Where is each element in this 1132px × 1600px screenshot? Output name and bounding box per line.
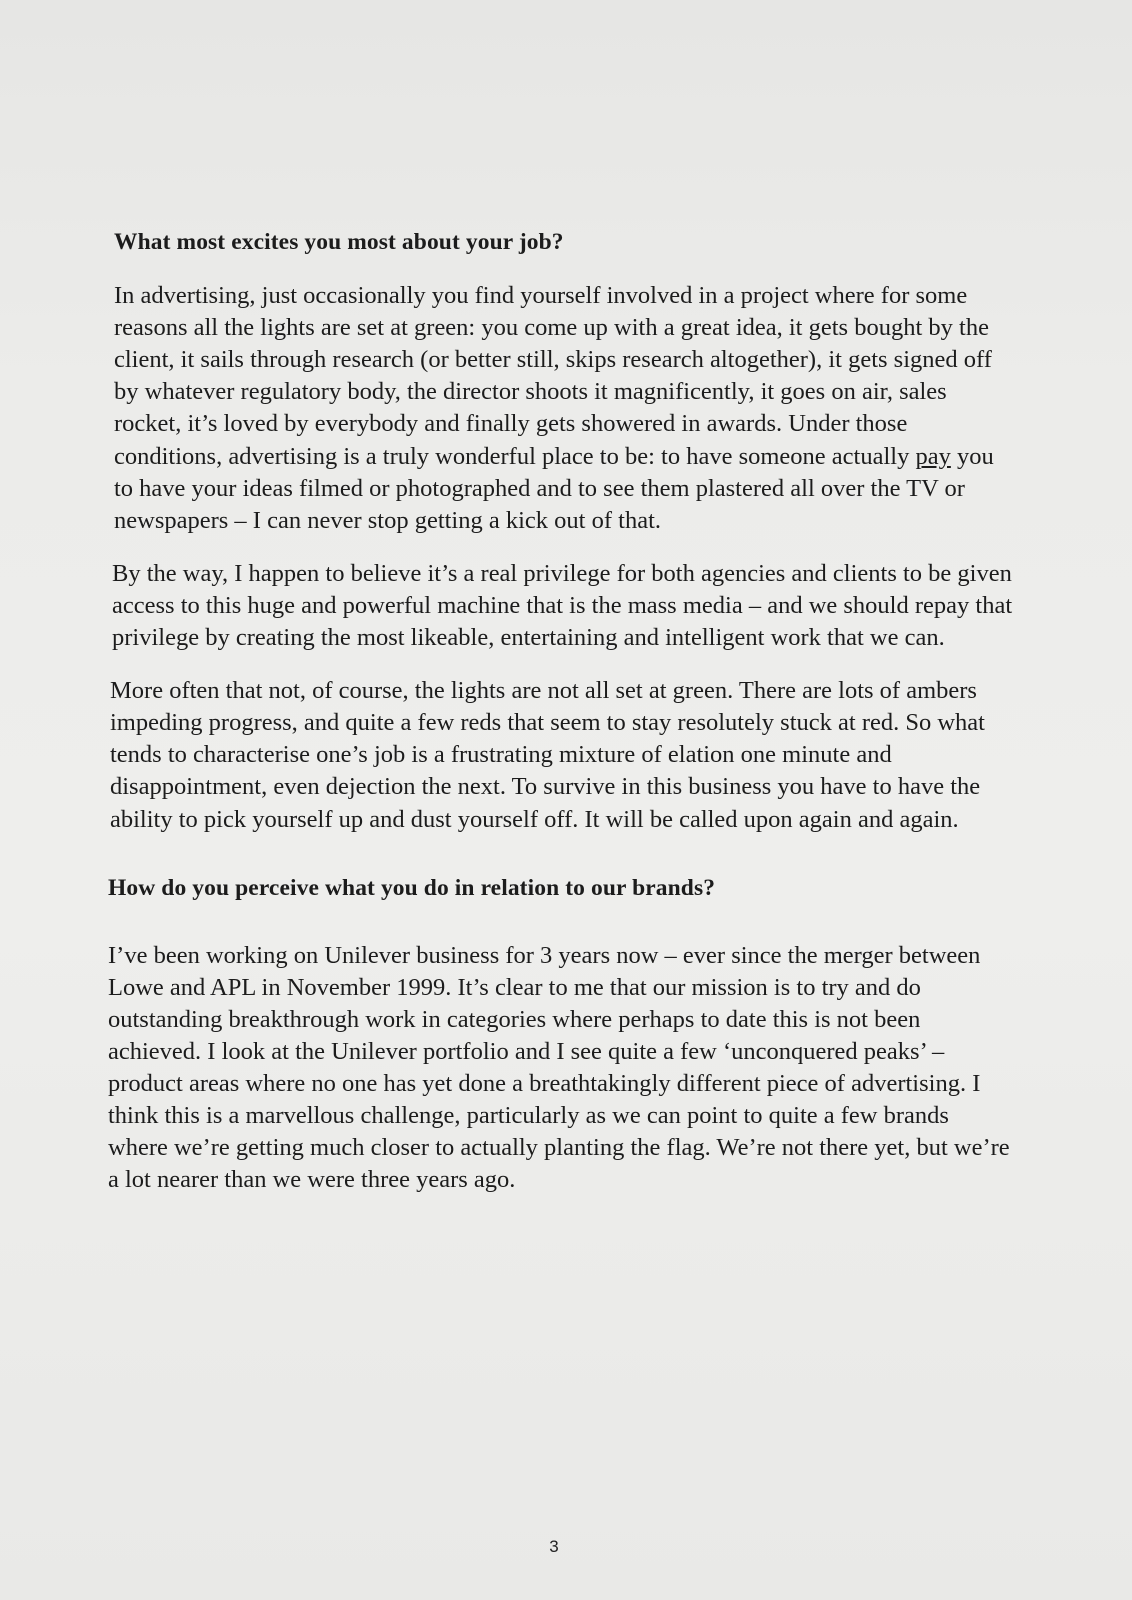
paragraph-text-after: you to have your ideas filmed or photographed and to see them plastered all over the TV or newspapers – I can never stop getting a kick out of that. bbox=[114, 442, 994, 534]
paragraph-text-before: In advertising, just occasionally you find yourself involved in a project where for some reasons all the lights are set at green: you come up with a great idea, it gets bought by the client, it sails through research (or better still, skips research altogether), it gets signed off by whatever regulatory body, the director shoots it magnificently, it goes on air, sales rocket, it’s loved by everybody and finally gets showered in awards. Under those conditions, advertising is a truly wonderful place to be: to have someone actually bbox=[114, 282, 992, 470]
question-heading-2: How do you perceive what you do in relation to our brands? bbox=[108, 874, 716, 901]
underlined-word: pay bbox=[915, 442, 951, 470]
answer-1-paragraph-3: More often that not, of course, the lights are not all set at green. There are lots of ambers impeding progress, and quite a few reds that seem to stay resolutely stuck at red. So what tends to characterise one’s job is a frustrating mixture of elation one minute and disappointment, even dejection the next. To survive in this business you have to have the ability to pick yourself up and dust yourself off. It will be called upon again and again. bbox=[110, 677, 985, 833]
page-number: 3 bbox=[549, 1537, 559, 1556]
answer-2-paragraph-1: I’ve been working on Unilever business for 3 years now – ever since the merger between Lowe and APL in November 1999. It’s clear to me that our mission is to try and do outstanding breakthrough work in categories where perhaps to date this is not been achieved. I look at the Unilever portfolio and I see quite a few ‘unconquered peaks’ – product areas where no one has yet done a breathtakingly different piece of advertising. I think this is a marvellous challenge, particularly as we can point to quite a few brands where we’re getting much closer to actually planting the flag. We’re not there yet, but we’re a lot nearer than we were three years ago. bbox=[108, 941, 1010, 1194]
page-content bbox=[108, 226, 1013, 1196]
question-heading-1: What most excites you most about your job? bbox=[114, 229, 564, 255]
answer-1-paragraph-1 bbox=[108, 280, 1013, 537]
answer-1-paragraph-2: By the way, I happen to believe it’s a real privilege for both agencies and clients to be given access to this huge and powerful machine that is the mass media – and we should repay that privilege by creating the most likeable, entertaining and intelligent work that we can. bbox=[112, 559, 1013, 652]
